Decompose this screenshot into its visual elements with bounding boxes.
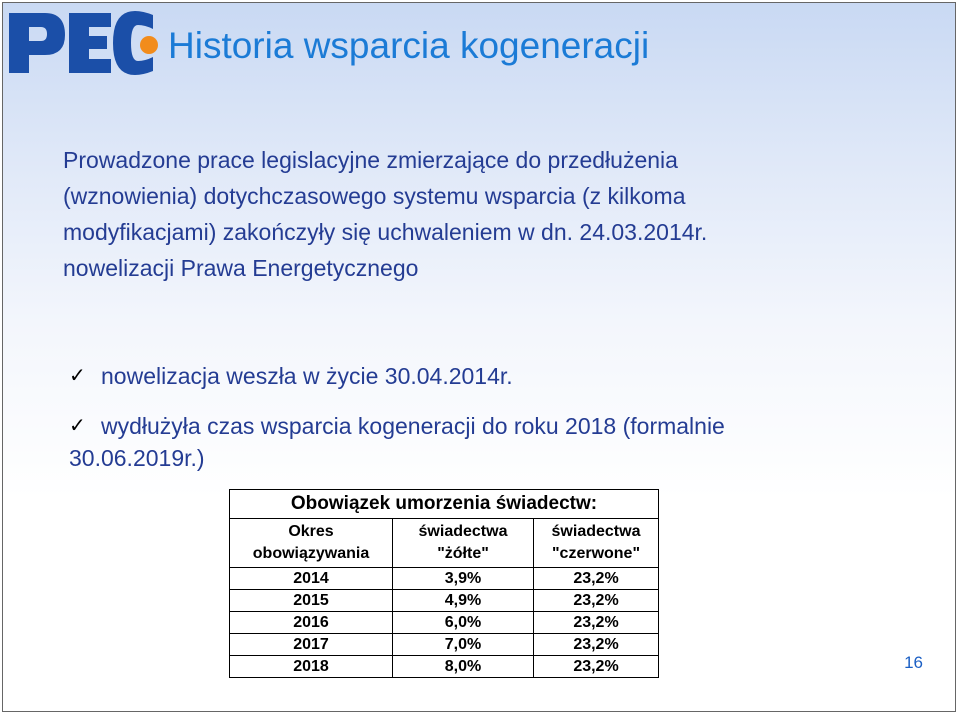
header-yellow-certificates (393, 519, 534, 568)
pec-logo (7, 7, 159, 77)
table-row (230, 656, 659, 678)
checkmark-icon: ✓ (69, 365, 86, 387)
cell-year: 2017 (230, 634, 393, 656)
header-line: obowiązywania (252, 545, 370, 562)
cell-yellow: 6,0% (393, 612, 534, 634)
cell-red: 23,2% (534, 634, 659, 656)
cell-yellow: 3,9% (393, 568, 534, 590)
header-line: świadectwa (418, 523, 508, 540)
cell-year: 2015 (230, 590, 393, 612)
intro-paragraph (63, 142, 933, 286)
header-line: "żółte" (437, 545, 489, 562)
slide-title: Historia wsparcia kogeneracji (168, 25, 650, 66)
bullet-item (69, 360, 879, 392)
slide (2, 2, 956, 712)
cell-red: 23,2% (534, 590, 659, 612)
intro-line: modyfikacjami) zakończyły się uchwaleniem w dn. 24.03.2014r. (63, 219, 708, 245)
table-row (230, 568, 659, 590)
header-line: "czerwone" (551, 545, 641, 562)
cell-yellow: 8,0% (393, 656, 534, 678)
obligation-table (229, 489, 659, 678)
intro-line: Prowadzone prace legislacyjne zmierzające do przedłużenia (63, 147, 678, 173)
intro-line: (wznowienia) dotychczasowego systemu wsparcia (z kilkoma (63, 183, 686, 209)
cell-year: 2018 (230, 656, 393, 678)
cell-yellow: 4,9% (393, 590, 534, 612)
table-row (230, 612, 659, 634)
table-row (230, 590, 659, 612)
cell-yellow: 7,0% (393, 634, 534, 656)
checkmark-icon: ✓ (69, 415, 86, 437)
header-period (230, 519, 393, 568)
bullet-text-continued: 30.06.2019r.) (69, 445, 205, 471)
table-row (230, 634, 659, 656)
header-line: Okres (288, 523, 334, 540)
table-caption: Obowiązek umorzenia świadectw: (230, 490, 659, 519)
cell-year: 2016 (230, 612, 393, 634)
header-red-certificates (534, 519, 659, 568)
intro-line: nowelizacji Prawa Energetycznego (63, 255, 419, 281)
header-line: świadectwa (551, 523, 641, 540)
bullet-item (69, 410, 879, 474)
cell-red: 23,2% (534, 656, 659, 678)
cell-red: 23,2% (534, 612, 659, 634)
page-number: 16 (904, 653, 923, 672)
cell-red: 23,2% (534, 568, 659, 590)
table-header-row (230, 519, 659, 568)
cell-year: 2014 (230, 568, 393, 590)
bullet-text: wydłużyła czas wsparcia kogeneracji do roku 2018 (formalnie (101, 413, 725, 439)
bullet-text: nowelizacja weszła w życie 30.04.2014r. (101, 363, 513, 389)
